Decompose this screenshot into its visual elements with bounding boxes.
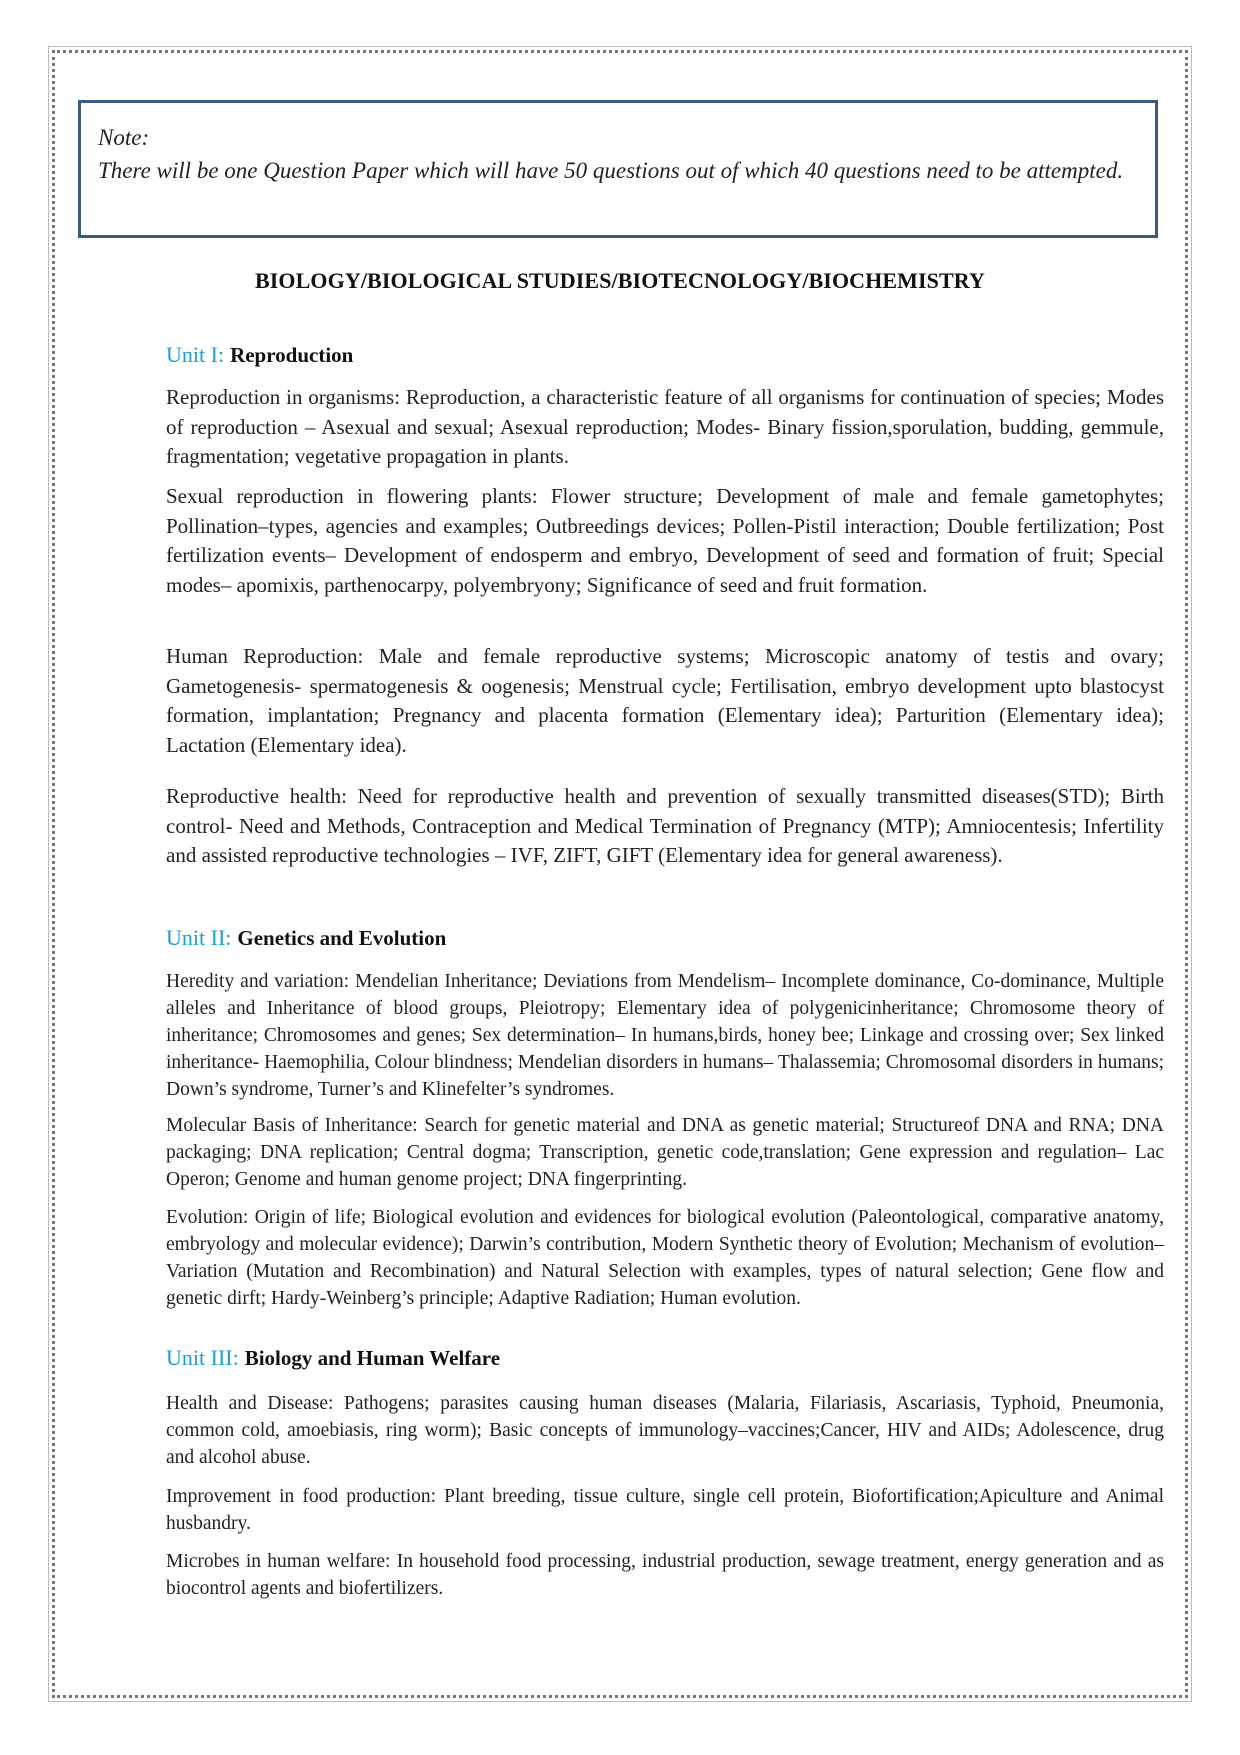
note-text: There will be one Question Paper which will have 50 questions out of which 40 questions need to be attempted.: [98, 158, 1124, 183]
unit-title: Biology and Human Welfare: [244, 1346, 501, 1370]
paragraph: Evolution: Origin of life; Biological evolution and evidences for biological evolution (Paleontological, comparative anatomy, embryology and molecular evidence); Darwin’s contribution, Modern Synthetic theory of Evolution; Mechanism of evolution– Variation (Mutation and Recombination) and Natural Selection with examples, types of natural selection; Gene flow and genetic dirft; Hardy-Weinberg’s principle; Adaptive Radiation; Human evolution.: [166, 1207, 1164, 1309]
paragraph: Health and Disease: Pathogens; parasites causing human diseases (Malaria, Filariasis, Ascariasis, Typhoid, Pneumonia, common cold, amoebiasis, ring worm); Basic concepts of immunology–vaccines;Cancer, HIV and AIDs; Adolescence, drug and alcohol abuse.: [166, 1393, 1164, 1468]
paragraph: Heredity and variation: Mendelian Inheritance; Deviations from Mendelism– Incomplete dominance, Co-dominance, Multiple alleles and Inheritance of blood groups, Pleiotropy; Elementary idea of polygenicinheritance; Chromosome theory of inheritance; Chromosomes and genes; Sex determination– In humans,birds, honey bee; Linkage and crossing over; Sex linked inheritance- Haemophilia, Colour blindness; Mendelian disorders in humans– Thalassemia; Chromosomal disorders in humans; Down’s syndrome, Turner’s and Klinefelter’s syndromes.: [166, 971, 1164, 1100]
unit-number: Unit I:: [166, 342, 225, 367]
paragraph: Sexual reproduction in flowering plants: Flower structure; Development of male and female gametophytes; Pollination–types, agencies and examples; Outbreedings devices; Pollen-Pistil interaction; Double fertilization; Post fertilization events– Development of endosperm and embryo, Development of seed and formation of fruit; Special modes– apomixis, parthenocarpy, polyembryony; Significance of seed and fruit formation.: [166, 484, 1164, 597]
unit-3-section: [166, 1343, 1164, 1373]
note-box: [78, 100, 1158, 238]
unit-heading: [166, 1343, 1164, 1373]
paragraph: Improvement in food production: Plant breeding, tissue culture, single cell protein, Biofortification;Apiculture and Animal husbandry.: [166, 1486, 1164, 1534]
unit-1-section: [166, 340, 1164, 370]
note-label: Note:: [98, 125, 150, 150]
paragraph: Human Reproduction: Male and female reproductive systems; Microscopic anatomy of testis and ovary; Gametogenesis- spermatogenesis & oogenesis; Menstrual cycle; Fertilisation, embryo development upto blastocyst formation, implantation; Pregnancy and placenta formation (Elementary idea); Parturition (Elementary idea); Lactation (Elementary idea).: [166, 644, 1164, 757]
paragraph: Molecular Basis of Inheritance: Search for genetic material and DNA as genetic material; Structureof DNA and RNA; DNA packaging; DNA replication; Central dogma; Transcription, genetic code,translation; Gene expression and regulation– Lac Operon; Genome and human genome project; DNA fingerprinting.: [166, 1115, 1164, 1190]
unit-number: Unit II:: [166, 925, 232, 950]
unit-number: Unit III:: [166, 1345, 239, 1370]
unit-title: Genetics and Evolution: [237, 926, 447, 950]
paragraph: Microbes in human welfare: In household food processing, industrial production, sewage treatment, energy generation and as biocontrol agents and biofertilizers.: [166, 1551, 1164, 1599]
paragraph: Reproductive health: Need for reproductive health and prevention of sexually transmitted diseases(STD); Birth control- Need and Methods, Contraception and Medical Termination of Pregnancy (MTP); Amniocentesis; Infertility and assisted reproductive technologies – IVF, ZIFT, GIFT (Elementary idea for general awareness).: [166, 784, 1164, 867]
paragraph: Reproduction in organisms: Reproduction, a characteristic feature of all organisms for continuation of species; Modes of reproduction – Asexual and sexual; Asexual reproduction; Modes- Binary fission,sporulation, budding, gemmule, fragmentation; vegetative propagation in plants.: [166, 385, 1164, 468]
unit-2-section: [166, 923, 1164, 953]
document-title: BIOLOGY/BIOLOGICAL STUDIES/BIOTECNOLOGY/BIOCHEMISTRY: [255, 268, 985, 293]
unit-title: Reproduction: [230, 343, 354, 367]
unit-heading: [166, 340, 1164, 370]
unit-heading: [166, 923, 1164, 953]
